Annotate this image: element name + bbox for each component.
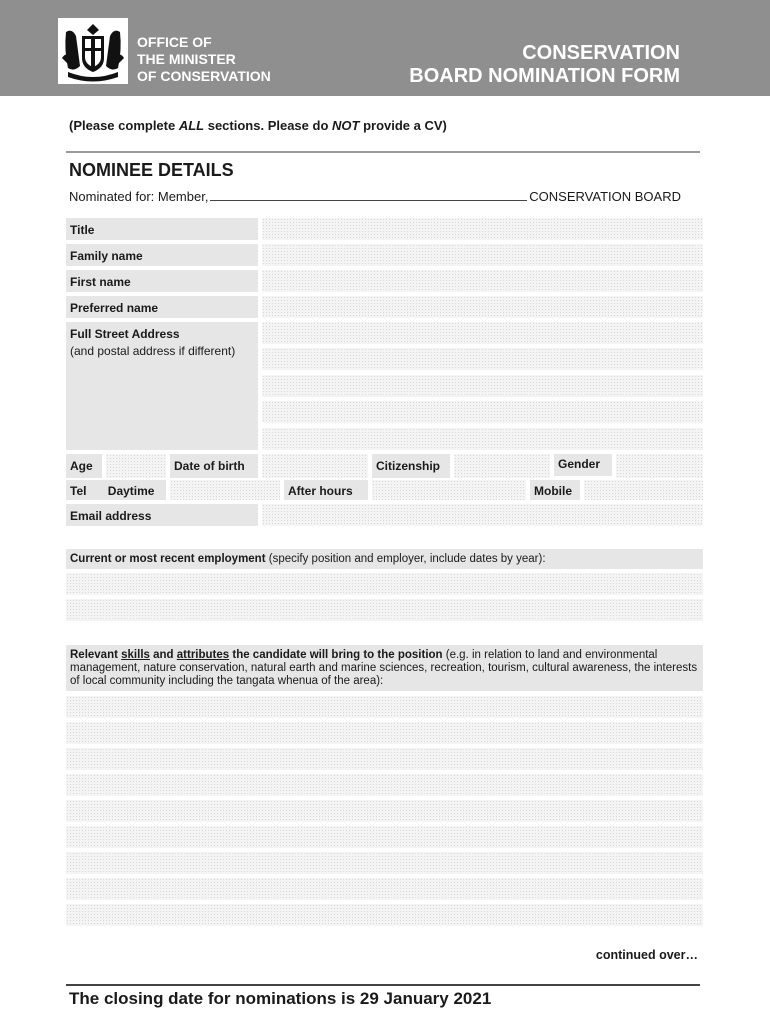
employment-line-field[interactable]	[66, 573, 703, 595]
employment-label-bold: Current or most recent employment	[70, 553, 266, 565]
skills-line-field[interactable]	[66, 878, 703, 900]
board-name-blank[interactable]	[210, 188, 527, 201]
instruction-emphasis-not: NOT	[332, 118, 360, 133]
coat-of-arms-icon	[58, 18, 128, 84]
instruction-text	[69, 118, 447, 133]
first-name-field[interactable]	[262, 270, 703, 292]
address-line-field[interactable]	[262, 401, 703, 423]
skills-line-field[interactable]	[66, 722, 703, 744]
instruction-emphasis-all: ALL	[178, 118, 205, 133]
email-field[interactable]	[262, 504, 703, 526]
skills-line-field[interactable]	[66, 696, 703, 718]
employment-label-rest: (specify position and employer, include dates by year):	[265, 553, 546, 565]
closing-date-text: The closing date for nominations is 29 January 2021	[69, 989, 492, 1008]
employment-line-field[interactable]	[66, 599, 703, 621]
office-of-minister-text	[137, 34, 337, 85]
gender-field[interactable]	[616, 454, 703, 478]
attributes-underlined: attributes	[176, 649, 230, 661]
office-line-3: OF CONSERVATION	[137, 68, 271, 84]
skills-line-field[interactable]	[66, 800, 703, 822]
label-preferred-name: Preferred name	[66, 296, 258, 318]
skills-text: the candidate will bring to the position	[229, 649, 443, 661]
continued-over-text: continued over…	[595, 948, 698, 962]
address-line-field[interactable]	[262, 322, 703, 344]
section-title-nominee-details: NOMINEE DETAILS	[69, 160, 234, 180]
label-first-name: First name	[66, 270, 258, 292]
skills-text: Relevant	[70, 649, 122, 661]
label-citizenship: Citizenship	[372, 454, 450, 478]
label-employment	[66, 549, 703, 569]
label-email: Email address	[66, 504, 258, 526]
label-age: Age	[66, 454, 102, 478]
office-line-1: OFFICE OF	[137, 34, 212, 50]
instruction-part: (Please complete	[69, 118, 179, 133]
label-address-main: Full Street Address	[70, 327, 180, 341]
label-daytime: Daytime	[107, 484, 155, 498]
label-address	[66, 322, 258, 450]
label-after-hours: After hours	[284, 480, 368, 500]
skills-underlined: skills	[121, 649, 150, 661]
skills-line-field[interactable]	[66, 748, 703, 770]
after-hours-phone-field[interactable]	[372, 480, 526, 500]
skills-line-field[interactable]	[66, 852, 703, 874]
title-field[interactable]	[262, 218, 703, 240]
nominated-suffix: CONSERVATION BOARD	[529, 189, 681, 204]
instruction-part: provide a CV)	[359, 118, 447, 133]
form-title	[409, 42, 680, 88]
address-line-field[interactable]	[262, 375, 703, 397]
daytime-phone-field[interactable]	[170, 480, 280, 500]
preferred-name-field[interactable]	[262, 296, 703, 318]
family-name-field[interactable]	[262, 244, 703, 266]
mobile-phone-field[interactable]	[584, 480, 703, 500]
nominated-for-line	[69, 188, 681, 204]
form-title-line-2: BOARD NOMINATION FORM	[409, 65, 680, 87]
label-tel	[66, 480, 166, 500]
citizenship-field[interactable]	[454, 454, 550, 478]
label-date-of-birth: Date of birth	[170, 454, 258, 478]
form-title-line-1: CONSERVATION	[522, 42, 680, 64]
label-address-sub: (and postal address if different)	[70, 344, 236, 358]
header-banner	[0, 0, 770, 96]
label-gender: Gender	[554, 454, 612, 476]
footer-divider	[66, 984, 700, 986]
skills-line-field[interactable]	[66, 904, 703, 926]
age-field[interactable]	[106, 454, 166, 478]
divider	[66, 151, 700, 153]
skills-line-field[interactable]	[66, 826, 703, 848]
nominated-prefix: Nominated for: Member,	[69, 189, 209, 204]
address-line-field[interactable]	[262, 348, 703, 370]
skills-text: and	[149, 649, 177, 661]
address-line-field[interactable]	[262, 428, 703, 450]
label-skills	[66, 645, 703, 691]
office-line-2: THE MINISTER	[137, 51, 236, 67]
date-of-birth-field[interactable]	[262, 454, 368, 478]
label-mobile: Mobile	[530, 480, 580, 500]
skills-examples: (e.g. in relation to land and environmental management, nature conservation, natural earth and marine sciences, recreation, tourism, cultural awareness, the interests of local community including the tangata whenua of the area):	[70, 649, 698, 687]
label-title: Title	[66, 218, 258, 240]
label-tel-text: Tel	[70, 484, 87, 498]
instruction-part: sections. Please do	[204, 118, 332, 133]
label-family-name: Family name	[66, 244, 258, 266]
skills-line-field[interactable]	[66, 774, 703, 796]
